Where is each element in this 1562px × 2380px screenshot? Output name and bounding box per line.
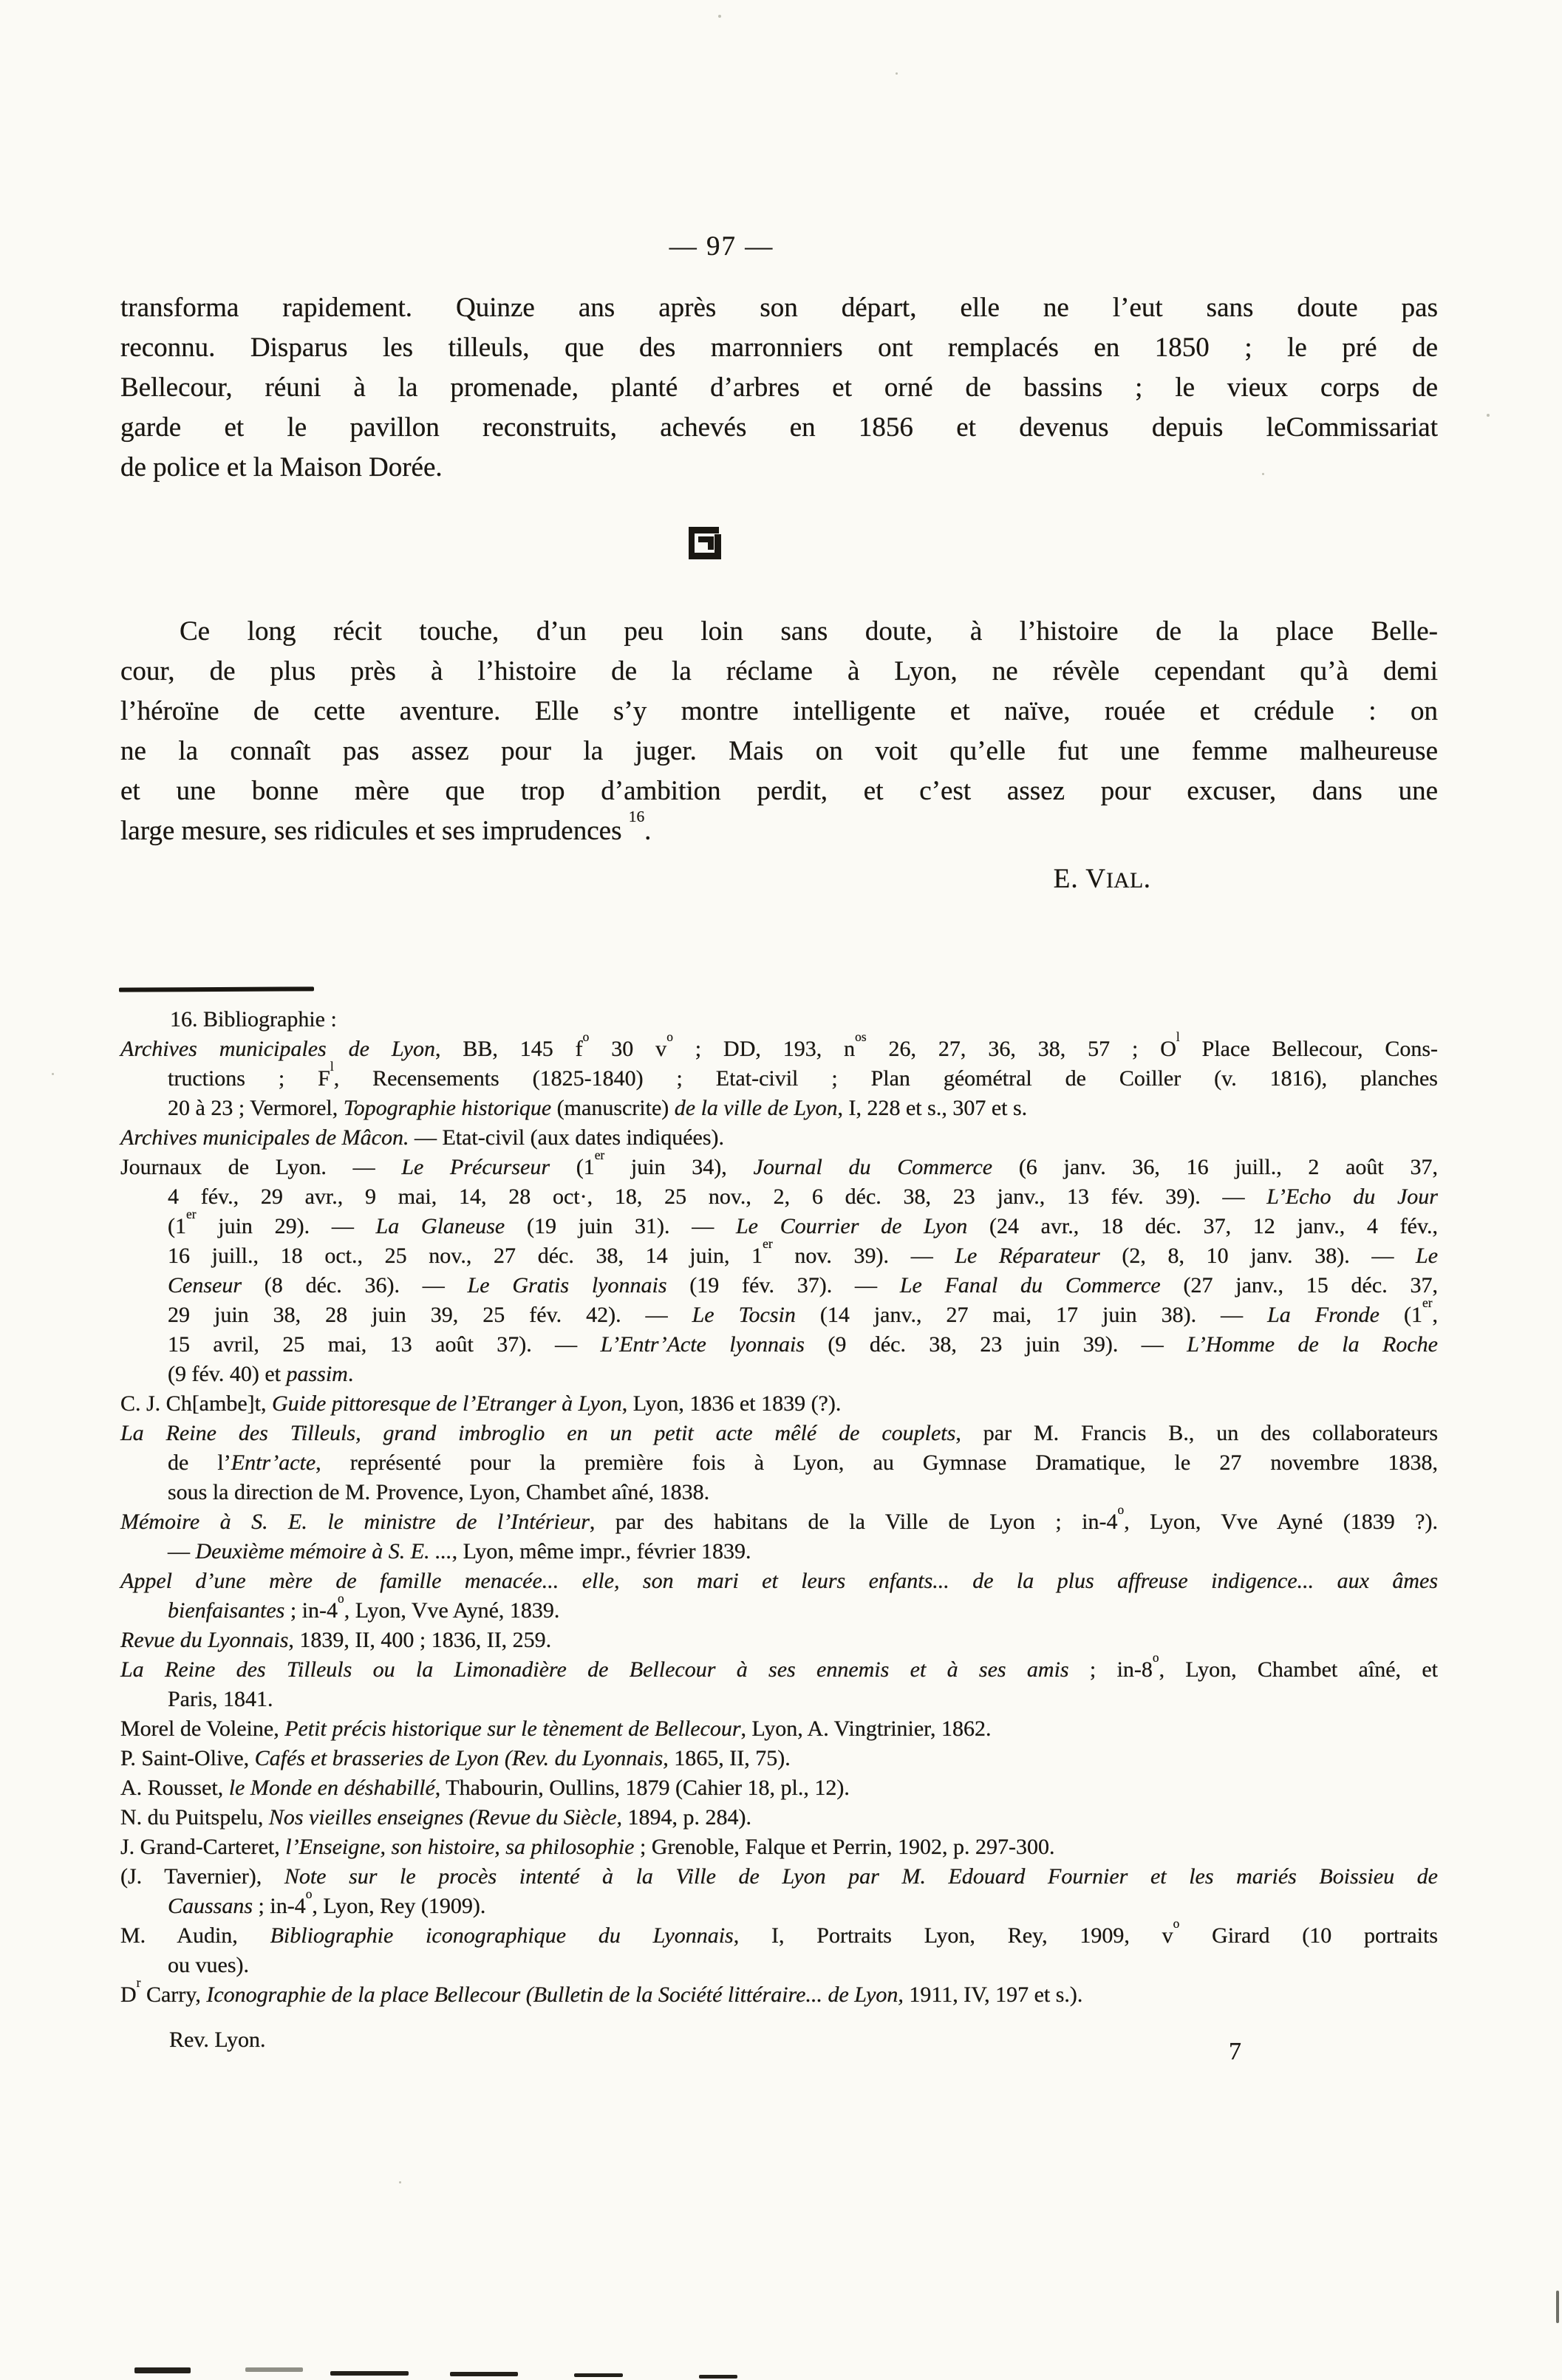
text-line: Paris, 1841. [168, 1687, 273, 1711]
text-line: P. Saint-Olive, Cafés et brasseries de Lyon (Rev. du Lyonnais, 1865, II, 75). [120, 1746, 791, 1770]
text-line: 16. Bibliographie : [170, 1007, 337, 1032]
text-line: l’héroïne de cette aventure. Elle s’y montre intelligente et naïve, rouée et crédule : on [120, 696, 1438, 726]
text-line: 29 juin 38, 28 juin 39, 25 fév. 42). — Le Tocsin (14 janv., 27 mai, 17 juin 38). — La Fronde (1er, [168, 1295, 1439, 1327]
scan-speck [1487, 414, 1490, 417]
text-line: Mémoire à S. E. le ministre de l’Intérieur, par des habitans de la Ville de Lyon ; in-4$^o$, Lyon, Vve Ayné (1839 ?). [120, 1502, 1438, 1534]
text-line: A. Rousset, le Monde en déshabillé, Thabourin, Oullins, 1879 (Cahier 18, pl., 12). [120, 1776, 850, 1800]
text-line: tructions ; $F^l$, Recensements (1825-1840) ; Etat-civil ; Plan géométral de Coiller (v. 1816), planches [168, 1059, 1438, 1091]
scan-edge-artifact [134, 2367, 191, 2373]
text-line: N. du Puitspelu, Nos vieilles enseignes (Revue du Siècle, 1894, p. 284). [120, 1805, 752, 1830]
text-line: — Deuxième mémoire à S. E. ..., Lyon, même impr., février 1839. [168, 1539, 751, 1564]
text-line: garde et le pavillon reconstruits, achevés en 1856 et devenus depuis leCommissariat [120, 412, 1438, 443]
text-line: ne la connaît pas assez pour la juger. Mais on voit qu’elle fut une femme malheureuse [120, 736, 1438, 766]
text-line: (9 fév. 40) et passim. [168, 1362, 354, 1386]
square-spiral-ornament-icon [688, 526, 722, 560]
running-footer-abbreviation: Rev. Lyon. [169, 2028, 266, 2052]
text-line: bienfaisantes ; in-4$^o$, Lyon, Vve Ayné, 1839. [168, 1591, 560, 1623]
text-line: La Reine des Tilleuls, grand imbroglio en un petit acte mêlé de couplets, par M. Francis B., un des collaborateurs [120, 1421, 1438, 1445]
scan-speck [52, 1073, 54, 1075]
footnote-16-bibliography [120, 1005, 1438, 2010]
text-line: La Reine des Tilleuls ou la Limonadière de Bellecour à ses ennemis et à ses amis ; in-8$^o$, Lyon, Chambet aîné, et [120, 1650, 1438, 1682]
text-line: sous la direction de M. Provence, Lyon, Chambet aîné, 1838. [168, 1480, 710, 1504]
text-line: Archives municipales de Lyon, BB, 145 $f^o$ 30 $v^o$ ; DD, 193, $n^{os}$ 26, 27, 36, 38, 57 ; $O^l$ Place Bellecour, Cons- [120, 1029, 1439, 1061]
text-line: 4 fév., 29 avr., 9 mai, 14, 28 oct·, 18, 25 nov., 2, 6 déc. 38, 23 janv., 13 fév. 39). — L’Echo du Jour [168, 1184, 1438, 1209]
text-line: reconnu. Disparus les tilleuls, que des marronniers ont remplacés en 1850 ; le pré de [120, 333, 1438, 363]
scan-edge-artifact [1556, 2291, 1559, 2323]
scan-speck [1262, 473, 1264, 475]
paragraph-2 [120, 612, 1438, 851]
scan-edge-artifact [245, 2367, 303, 2372]
text-line: 20 à 23 ; Vermorel, Topographie historique (manuscrite) de la ville de Lyon, I, 228 et s., 307 et s. [168, 1096, 1028, 1120]
text-line: cour, de plus près à l’histoire de la réclame à Lyon, ne révèle cependant qu’à demi [120, 656, 1438, 686]
text-line: ou vues). [168, 1953, 249, 1977]
text-line: et une bonne mère que trop d’ambition perdit, et c’est assez pour excuser, dans une [120, 776, 1438, 806]
scan-speck [718, 15, 721, 18]
text-line: Ce long récit touche, d’un peu loin sans doute, à l’histoire de la place Belle- [180, 616, 1438, 647]
text-line: large mesure, ses ridicules et ses imprudences $^{16}$. [120, 807, 652, 846]
author-signature: E. VIAL. [1053, 864, 1151, 894]
scan-edge-artifact [450, 2372, 518, 2376]
text-line: J. Grand-Carteret, l’Enseigne, son histoire, sa philosophie ; Grenoble, Falque et Perrin, 1902, p. 297-300. [120, 1835, 1055, 1859]
text-line: Journaux de Lyon. — Le Précurseur (1er juin 34), Journal du Commerce (6 janv. 36, 16 juill., 2 août 37, [120, 1148, 1438, 1179]
text-line: 15 avril, 25 mai, 13 août 37). — L’Entr’Acte lyonnais (9 déc. 38, 23 juin 39). — L’Homme de la Roche [168, 1332, 1438, 1357]
text-line: 16 juill., 18 oct., 25 nov., 27 déc. 38, 14 juin, 1er nov. 39). — Le Réparateur (2, 8, 10 janv. 38). — Le [168, 1236, 1439, 1268]
gathering-number: 7 [1229, 2038, 1241, 2065]
paragraph-1 [120, 288, 1438, 488]
scan-edge-artifact [699, 2375, 737, 2379]
scan-edge-artifact [330, 2371, 409, 2376]
text-line: Morel de Voleine, Petit précis historique sur le tènement de Bellecour, Lyon, A. Vingtrinier, 1862. [120, 1716, 992, 1741]
text-line: (J. Tavernier), Note sur le procès intenté à la Ville de Lyon par M. Edouard Fournier et les mariés Boissieu de [120, 1864, 1438, 1889]
scan-edge-artifact [574, 2373, 623, 2377]
text-line: $D^r$ Carry, Iconographie de la place Bellecour (Bulletin de la Société littéraire... de Lyon, 1911, IV, 197 et s.). [120, 1975, 1083, 2007]
footnote-separator-rule [119, 986, 314, 992]
text-line: M. Audin, Bibliographie iconographique du Lyonnais, I, Portraits Lyon, Rey, 1909, $v^o$ Girard (10 portraits [120, 1916, 1439, 1948]
text-line: C. J. Ch[ambe]t, Guide pittoresque de l’Etranger à Lyon, Lyon, 1836 et 1839 (?). [120, 1391, 842, 1416]
text-line: Censeur (8 déc. 36). — Le Gratis lyonnais (19 fév. 37). — Le Fanal du Commerce (27 janv., 15 déc. 37, [168, 1273, 1438, 1298]
text-line: de police et la Maison Dorée. [120, 452, 443, 483]
text-line: Appel d’une mère de famille menacée... elle, son mari et leurs enfants... de la plus affreuse indigence... aux âmes [120, 1569, 1438, 1593]
text-line: transforma rapidement. Quinze ans après son départ, elle ne l’eut sans doute pas [120, 293, 1438, 323]
page-number: — 97 — [669, 231, 774, 262]
text-line: Caussans ; in-4$^o$, Lyon, Rey (1909). [168, 1886, 486, 1918]
text-line: Archives municipales de Mâcon. — Etat-civil (aux dates indiquées). [120, 1125, 724, 1150]
text-line: Bellecour, réuni à la promenade, planté d’arbres et orné de bassins ; le vieux corps de [120, 372, 1438, 403]
scan-speck [896, 72, 898, 75]
text-line: Revue du Lyonnais, 1839, II, 400 ; 1836, II, 259. [120, 1628, 552, 1652]
text-line: de l’Entr’acte, représenté pour la première fois à Lyon, au Gymnase Dramatique, le 27 novembre 1838, [168, 1450, 1438, 1475]
scan-speck [399, 2181, 401, 2183]
text-line: (1er juin 29). — La Glaneuse (19 juin 31). — Le Courrier de Lyon (24 avr., 18 déc. 37, 12 janv., 4 fév., [168, 1207, 1438, 1238]
